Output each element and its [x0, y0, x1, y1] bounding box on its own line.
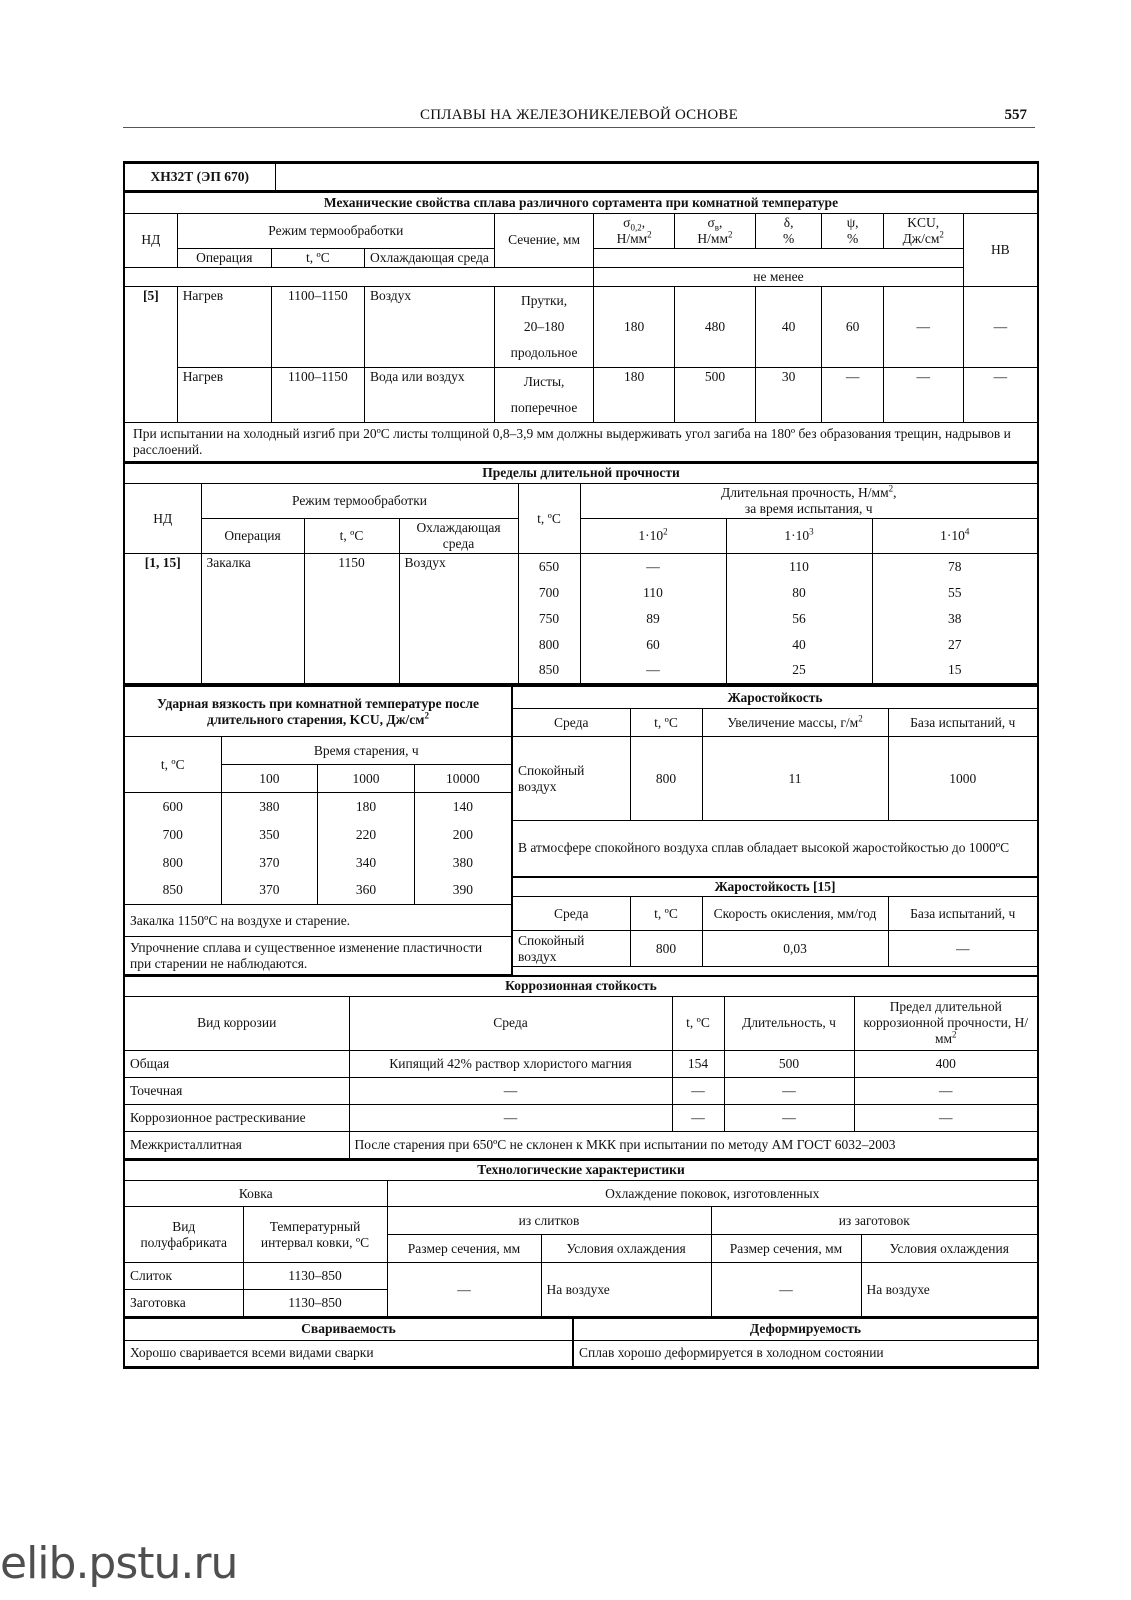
impact-v: 200	[414, 821, 511, 849]
corr-t: —	[672, 1077, 724, 1104]
impact-v: 220	[318, 821, 415, 849]
heat-title: Жаростойкость	[513, 687, 1037, 709]
heat2-h-base: База испытаний, ч	[888, 897, 1037, 931]
mech-note: При испытании на холодный изгиб при 20ºС листы толщиной 0,8–3,9 мм должны выдерживать угол загиба на 180º без образования трещин, надрывов и расслоений.	[125, 422, 1037, 461]
mech-psi: 60	[822, 286, 883, 367]
corr-dur: —	[724, 1077, 854, 1104]
lt-v3: 15	[872, 658, 1037, 684]
heat2-h-env: Среда	[513, 897, 630, 931]
alloy-datasheet	[123, 161, 1039, 1369]
tech-ingot-size: —	[387, 1263, 541, 1317]
corr-kind: Точечная	[125, 1077, 349, 1104]
running-title: СПЛАВЫ НА ЖЕЛЕЗОНИКЕЛЕВОЙ ОСНОВЕ	[419, 107, 738, 123]
tech-h-ingots: из слитков	[387, 1207, 711, 1235]
mech-h-sigma02: $\sigma_{0,2}$, $Н/мм^2$	[594, 213, 675, 248]
heat2-t: 800	[630, 931, 702, 967]
mech-h-kcu: KCU, $Дж/см^2$	[883, 213, 963, 248]
mech-h-section: Сечение, мм	[494, 213, 593, 267]
heat-note: В атмосфере спокойного воздуха сплав обладает высокой жаростойкостью до 1000ºС	[513, 821, 1037, 877]
mech-h-t: t, ºС	[271, 248, 364, 267]
lt-test-t: 750	[518, 606, 580, 632]
lt-test-t: 700	[518, 580, 580, 606]
mechanical-title: Механические свойства сплава различного сортамента при комнатной температуре	[125, 192, 1037, 213]
mech-section: Листы, поперечное	[494, 367, 593, 422]
tech-product: Слиток	[125, 1263, 243, 1290]
page-header	[123, 105, 1035, 128]
lt-v2: 56	[726, 606, 872, 632]
tech-h-product: Вид полуфабриката	[125, 1207, 243, 1263]
lt-h-t: t, ºС	[304, 519, 399, 554]
lt-h-test-t: t, ºС	[518, 484, 580, 554]
corr-dur: 500	[724, 1050, 854, 1077]
mech-section: Прутки, 20–180 продольное	[494, 286, 593, 367]
impact-t: 700	[125, 821, 221, 849]
mech-t: 1100–1150	[271, 367, 364, 422]
tech-h-forging: Ковка	[125, 1181, 387, 1207]
tech-h-cond: Условия охлаждения	[861, 1235, 1037, 1263]
tech-h-size: Размер сечения, мм	[711, 1235, 861, 1263]
tech-ingot-cond: На воздухе	[541, 1263, 711, 1317]
mech-h-hb: НВ	[963, 213, 1037, 286]
mech-kcu: —	[883, 286, 963, 367]
lt-h-nd: НД	[125, 484, 201, 554]
deform-text: Сплав хорошо деформируется в холодном состоянии	[573, 1340, 1037, 1366]
mech-sv: 480	[675, 286, 756, 367]
heat-env: Спокойный воздух	[513, 737, 630, 821]
lt-h-regime: Режим термообработки	[201, 484, 518, 519]
mech-t: 1100–1150	[271, 286, 364, 367]
tech-product: Заготовка	[125, 1290, 243, 1317]
alloy-name: ХН32Т (ЭП 670)	[125, 164, 275, 191]
lt-t: 1150	[304, 554, 399, 684]
corr-kind: Коррозионное растрескивание	[125, 1104, 349, 1131]
corr-igc-text: После старения при 650ºС не склонен к МКК при испытании по методу АМ ГОСТ 6032–2003	[349, 1131, 1037, 1158]
mech-delta: 40	[755, 286, 822, 367]
impact-h-time: Время старения, ч	[221, 737, 511, 765]
lt-test-t: 850	[518, 658, 580, 684]
impact-v: 380	[221, 793, 318, 821]
alloy-name-blank	[275, 164, 1037, 191]
lt-v1: —	[580, 554, 726, 580]
mechanical-table	[125, 191, 1037, 462]
corr-dur: —	[724, 1104, 854, 1131]
tech-h-cond: Условия охлаждения	[541, 1235, 711, 1263]
heat-h-env: Среда	[513, 709, 630, 737]
heat2-h-rate: Скорость окисления, мм/год	[702, 897, 888, 931]
impact-h-col: 10000	[414, 765, 511, 793]
tech-table	[125, 1159, 1037, 1318]
tech-range: 1130–850	[243, 1290, 387, 1317]
longterm-title: Пределы длительной прочности	[125, 463, 1037, 484]
heat2-rate: 0,03	[702, 931, 888, 967]
corr-limit: 400	[854, 1050, 1037, 1077]
lt-v2: 40	[726, 632, 872, 658]
impact-note1: Закалка 1150ºС на воздухе и старение.	[125, 905, 511, 937]
weld-title: Свариваемость	[125, 1318, 573, 1340]
lt-v3: 78	[872, 554, 1037, 580]
mech-cool: Воздух	[364, 286, 494, 367]
corr-t: —	[672, 1104, 724, 1131]
mech-hb: —	[963, 286, 1037, 367]
mech-h-notless: не менее	[594, 267, 963, 286]
lt-v1: 60	[580, 632, 726, 658]
mech-op: Нагрев	[177, 286, 271, 367]
impact-t: 800	[125, 849, 221, 877]
mech-kcu: —	[883, 367, 963, 422]
corr-env: Кипящий 42% раствор хлористого магния	[349, 1050, 672, 1077]
lt-v3: 27	[872, 632, 1037, 658]
weld-deform-table	[125, 1317, 1037, 1367]
impact-v: 370	[221, 877, 318, 905]
corr-igc-kind: Межкристаллитная	[125, 1131, 349, 1158]
lt-v3: 38	[872, 606, 1037, 632]
mech-h-sigmav: $\sigma_в$, $Н/мм^2$	[675, 213, 756, 248]
tech-title: Технологические характеристики	[125, 1160, 1037, 1181]
mech-hb: —	[963, 367, 1037, 422]
impact-h-col: 100	[221, 765, 318, 793]
lt-test-t: 650	[518, 554, 580, 580]
page-number: 557	[1004, 107, 1027, 123]
lt-v3: 55	[872, 580, 1037, 606]
corr-h-t: t, ºС	[672, 996, 724, 1050]
corr-h-limit: Предел длительной коррозионной прочности, $Н/мм^2$	[854, 996, 1037, 1050]
heat-t: 800	[630, 737, 702, 821]
impact-v: 390	[414, 877, 511, 905]
corr-env: —	[349, 1104, 672, 1131]
lt-h-cooling: Охлаждающая среда	[399, 519, 518, 554]
mech-h-regime: Режим термообработки	[177, 213, 494, 248]
heat-table	[513, 686, 1037, 967]
impact-v: 380	[414, 849, 511, 877]
corrosion-title: Коррозионная стойкость	[125, 976, 1037, 996]
lt-test-t: 800	[518, 632, 580, 658]
impact-t: 850	[125, 877, 221, 905]
lt-h-operation: Операция	[201, 519, 304, 554]
mech-sv: 500	[675, 367, 756, 422]
heat-h-base: База испытаний, ч	[888, 709, 1037, 737]
heat-mass: 11	[702, 737, 888, 821]
impact-v: 340	[318, 849, 415, 877]
impact-note2: Упрочнение сплава и существенное изменение пластичности при старении не наблюдаются.	[125, 937, 511, 975]
tech-billet-cond: На воздухе	[861, 1263, 1037, 1317]
lt-cool: Воздух	[399, 554, 518, 684]
corr-h-dur: Длительность, ч	[724, 996, 854, 1050]
corrosion-table	[125, 975, 1037, 1159]
mech-cool: Вода или воздух	[364, 367, 494, 422]
mech-h-operation: Операция	[177, 248, 271, 267]
mech-nd: [5]	[125, 286, 177, 422]
watermark: elib.pstu.ru	[0, 1538, 238, 1589]
deform-title: Деформируемость	[573, 1318, 1037, 1340]
heat-base: 1000	[888, 737, 1037, 821]
heat-h-t: t, ºС	[630, 709, 702, 737]
impact-v: 350	[221, 821, 318, 849]
lt-v2: 110	[726, 554, 872, 580]
heat2-env: Спокойный воздух	[513, 931, 630, 967]
lt-op: Закалка	[201, 554, 304, 684]
mech-h-cooling: Охлаждающая среда	[364, 248, 494, 267]
impact-h-t: t, ºС	[125, 737, 221, 793]
lt-v1: —	[580, 658, 726, 684]
longterm-table	[125, 462, 1037, 685]
lt-nd: [1, 15]	[125, 554, 201, 684]
mech-s02: 180	[594, 286, 675, 367]
heat2-base: —	[888, 931, 1037, 967]
tech-h-billets: из заготовок	[711, 1207, 1037, 1235]
corr-env: —	[349, 1077, 672, 1104]
lt-v2: 80	[726, 580, 872, 606]
tech-h-size: Размер сечения, мм	[387, 1235, 541, 1263]
lt-v1: 89	[580, 606, 726, 632]
heat2-h-t: t, ºС	[630, 897, 702, 931]
corr-h-env: Среда	[349, 996, 672, 1050]
impact-title: Ударная вязкость при комнатной температуре после длительного старения, KCU, $Дж/см^2$	[125, 687, 511, 737]
tech-range: 1130–850	[243, 1263, 387, 1290]
mech-h-nd: НД	[125, 213, 177, 267]
heat-h-mass: Увеличение массы, $г/м^2$	[702, 709, 888, 737]
corr-limit: —	[854, 1077, 1037, 1104]
impact-v: 370	[221, 849, 318, 877]
lt-h-c3: $1\cdot 10^4$	[872, 519, 1037, 554]
mech-delta: 30	[755, 367, 822, 422]
corr-h-kind: Вид коррозии	[125, 996, 349, 1050]
mech-psi: —	[822, 367, 883, 422]
impact-table	[125, 686, 511, 975]
lt-v2: 25	[726, 658, 872, 684]
tech-h-cooling: Охлаждение поковок, изготовленных	[387, 1181, 1037, 1207]
lt-h-strength: Длительная прочность, $Н/мм^2$, за время испытания, ч	[580, 484, 1037, 519]
corr-kind: Общая	[125, 1050, 349, 1077]
corr-t: 154	[672, 1050, 724, 1077]
lt-h-c1: $1\cdot 10^2$	[580, 519, 726, 554]
weld-text: Хорошо сваривается всеми видами сварки	[125, 1340, 573, 1366]
tech-billet-size: —	[711, 1263, 861, 1317]
lt-h-c2: $1\cdot 10^3$	[726, 519, 872, 554]
mech-h-delta: δ, %	[755, 213, 822, 248]
impact-heat-section	[125, 684, 1037, 975]
tech-h-range: Температурный интервал ковки, ºС	[243, 1207, 387, 1263]
impact-v: 180	[318, 793, 415, 821]
impact-h-col: 1000	[318, 765, 415, 793]
corr-limit: —	[854, 1104, 1037, 1131]
mech-op: Нагрев	[177, 367, 271, 422]
alloy-name-row	[125, 163, 1037, 191]
heat2-title: Жаростойкость [15]	[513, 877, 1037, 897]
mech-s02: 180	[594, 367, 675, 422]
mech-h-psi: ψ, %	[822, 213, 883, 248]
impact-v: 140	[414, 793, 511, 821]
impact-v: 360	[318, 877, 415, 905]
lt-v1: 110	[580, 580, 726, 606]
impact-t: 600	[125, 793, 221, 821]
